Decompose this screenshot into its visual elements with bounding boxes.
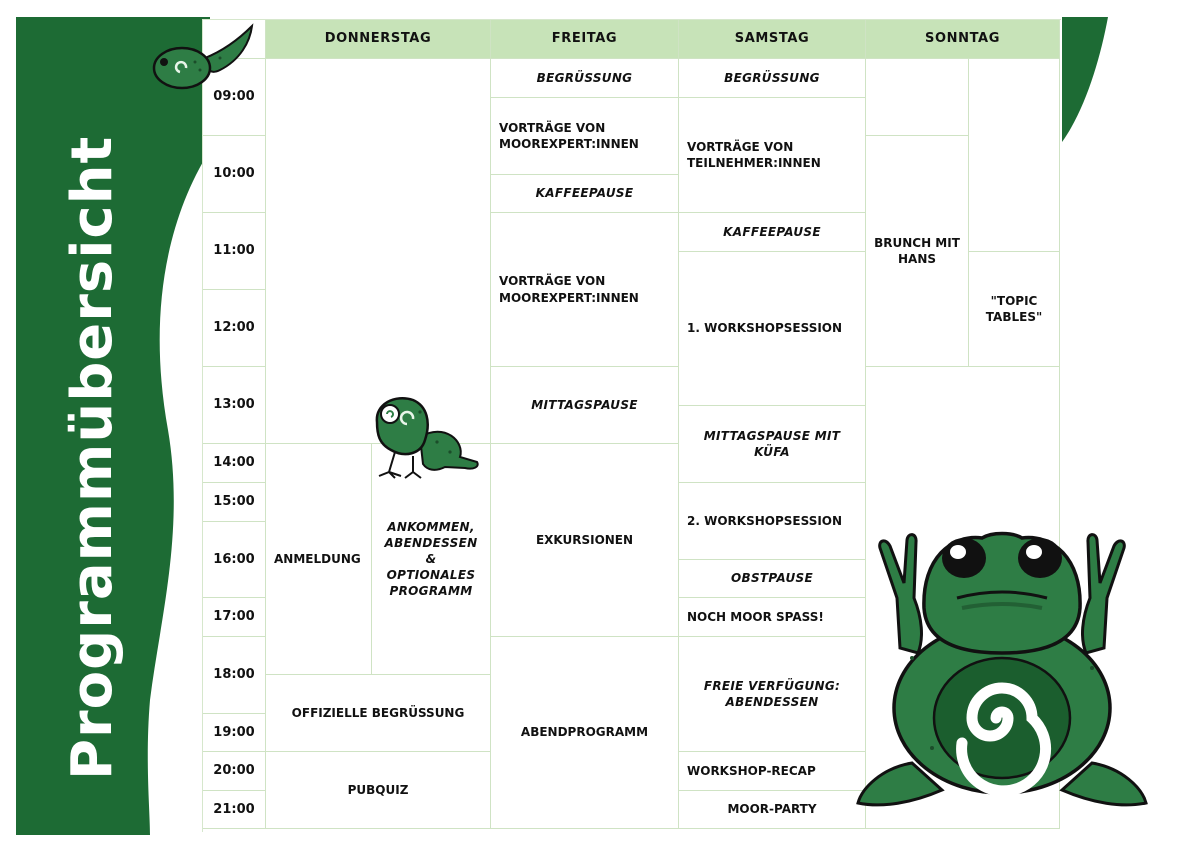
tadpole-illustration [150, 20, 255, 92]
small-frog-illustration [365, 392, 483, 484]
event-obstpause: OBSTPAUSE [679, 560, 866, 598]
time-label: 11:00 [203, 213, 266, 290]
event-mittagspause-fr: MITTAGSPAUSE [491, 367, 679, 444]
event-anmeldung: ANMELDUNG [266, 444, 372, 675]
sonntag-empty [969, 59, 1060, 252]
time-label: 14:00 [203, 444, 266, 483]
sonntag-empty [866, 59, 969, 136]
event-topic-tables: "TOPIC TABLES" [969, 252, 1060, 367]
header-freitag: FREITAG [491, 20, 679, 59]
event-freie-verfuegung: FREIE VERFÜGUNG: ABENDESSEN [679, 637, 866, 752]
event-abendprogramm: ABENDPROGRAMM [491, 637, 679, 829]
time-label: 15:00 [203, 483, 266, 522]
header-donnerstag: DONNERSTAG [266, 20, 491, 59]
time-label: 20:00 [203, 752, 266, 791]
event-vortraege-sa: VORTRÄGE VON TEILNEHMER:INNEN [679, 98, 866, 213]
page-title: Programmübersicht [60, 135, 125, 780]
time-label: 19:00 [203, 714, 266, 752]
big-frog-illustration [852, 528, 1152, 818]
event-brunch: BRUNCH MIT HANS [866, 136, 969, 367]
event-ankommen: ANKOMMEN, ABENDESSEN & OPTIONALES PROGRAMM [372, 444, 491, 675]
time-label: 09:00 [203, 59, 266, 136]
event-workshop-2: 2. WORKSHOPSESSION [679, 483, 866, 560]
time-label: 10:00 [203, 136, 266, 213]
event-vortraege-fr-1: VORTRÄGE VON MOOREXPERT:INNEN [491, 98, 679, 175]
event-mittagspause-sa: MITTAGSPAUSE MIT KÜFA [679, 406, 866, 483]
time-label: 16:00 [203, 522, 266, 598]
header-samstag: SAMSTAG [679, 20, 866, 59]
event-begruessung-sa: BEGRÜSSUNG [679, 59, 866, 98]
event-moor-party: MOOR-PARTY [679, 791, 866, 829]
event-noch-moor-spass: NOCH MOOR SPASS! [679, 598, 866, 637]
event-kaffeepause-fr: KAFFEEPAUSE [491, 175, 679, 213]
donnerstag-empty [266, 59, 491, 444]
event-workshop-1: 1. WORKSHOPSESSION [679, 252, 866, 406]
time-label: 12:00 [203, 290, 266, 367]
header-sonntag: SONNTAG [866, 20, 1060, 59]
event-begruessung-fr: BEGRÜSSUNG [491, 59, 679, 98]
time-label: 13:00 [203, 367, 266, 444]
event-exkursionen: EXKURSIONEN [491, 444, 679, 637]
event-offizielle-begruessung: OFFIZIELLE BEGRÜSSUNG [266, 675, 491, 752]
time-label: 21:00 [203, 791, 266, 829]
time-label: 18:00 [203, 637, 266, 714]
event-vortraege-fr-2: VORTRÄGE VON MOOREXPERT:INNEN [491, 213, 679, 367]
event-pubquiz: PUBQUIZ [266, 752, 491, 829]
time-label: 17:00 [203, 598, 266, 637]
event-kaffeepause-sa: KAFFEEPAUSE [679, 213, 866, 252]
event-workshop-recap: WORKSHOP-RECAP [679, 752, 866, 791]
